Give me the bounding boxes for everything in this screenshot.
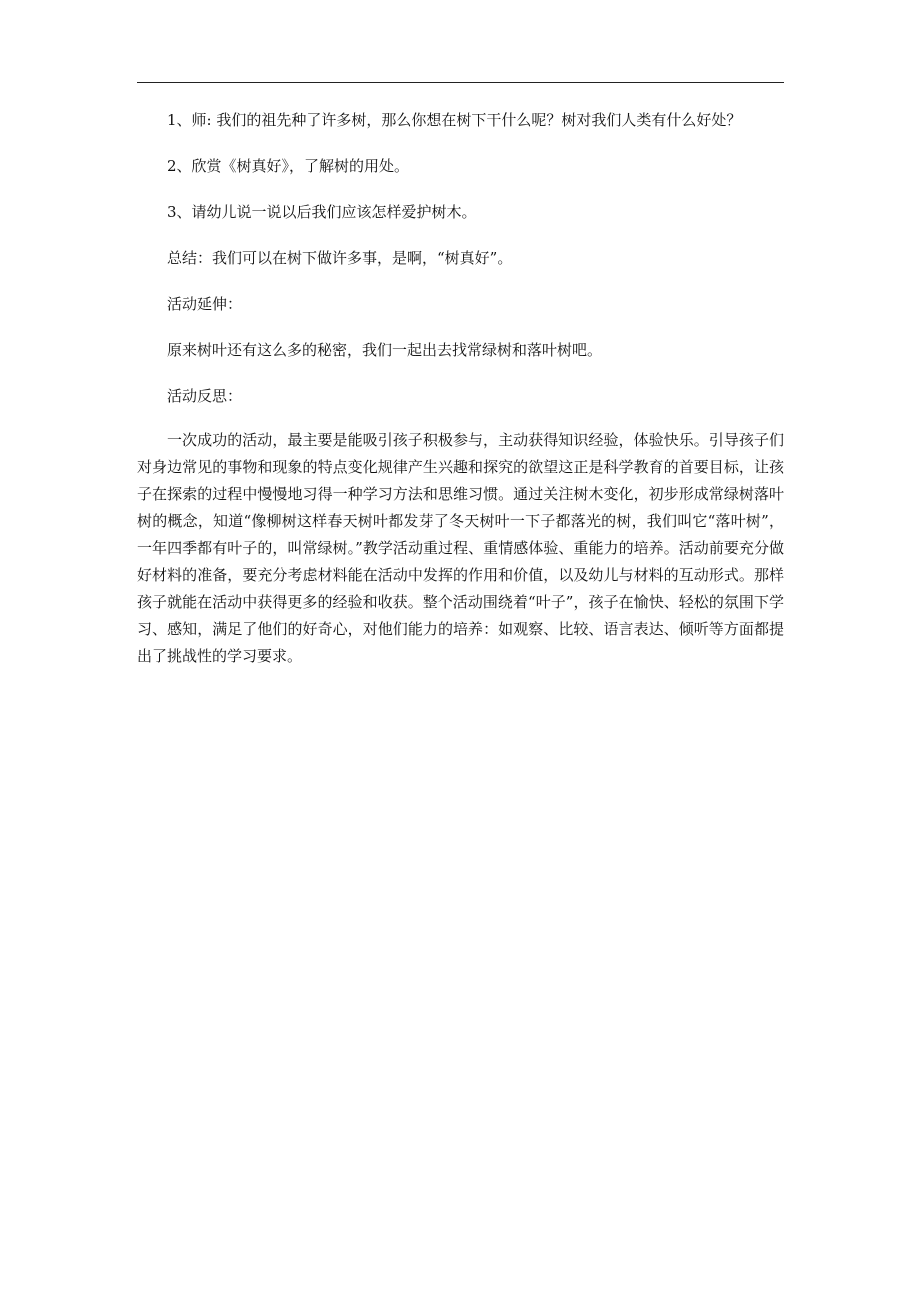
section-heading-reflection: 活动反思： — [167, 387, 243, 405]
paragraph-item-3: 3、请幼儿说一说以后我们应该怎样爱护树木。 — [167, 203, 477, 221]
reflection-paragraph: 一次成功的活动，最主要是能吸引孩子积极参与，主动获得知识经验，体验快乐。引导孩子们对身边常见的事物和现象的特点变化规律产生兴趣和探究的欲望这正是科学教育的首要目标，让孩子在探索的过程中慢慢地习得一种学习方法和思维习惯。通过关注树木变化，初步形成常绿树落叶树的概念，知道“像柳树这样春天树叶都发芽了冬天树叶一下子都落光的树，我们叫它“落叶树”，一年四季都有叶子的，叫常绿树。”教学活动重过程、重情感体验、重能力的培养。活动前要充分做好材料的准备，要充分考虑材料能在活动中发挥的作用和价值，以及幼儿与材料的互动形式。那样孩子就能在活动中获得更多的经验和收获。整个活动围绕着“叶子”，孩子在愉快、轻松的氛围下学习、感知，满足了他们的好奇心，对他们能力的培养：如观察、比较、语言表达、倾听等方面都提出了挑战性的学习要求。 — [137, 431, 784, 665]
document-body — [137, 109, 784, 670]
extension-paragraph: 原来树叶还有这么多的秘密，我们一起出去找常绿树和落叶树吧。 — [167, 341, 603, 359]
section-heading-extension: 活动延伸： — [167, 295, 243, 313]
summary-paragraph: 总结：我们可以在树下做许多事，是啊，“树真好”。 — [167, 249, 513, 267]
header-rule — [137, 82, 784, 83]
paragraph-item-1: 1、师: 我们的祖先种了许多树，那么你想在树下干什么呢？树对我们人类有什么好处？ — [167, 111, 742, 129]
paragraph-item-2: 2、欣赏《树真好》，了解树的用处。 — [167, 157, 410, 175]
